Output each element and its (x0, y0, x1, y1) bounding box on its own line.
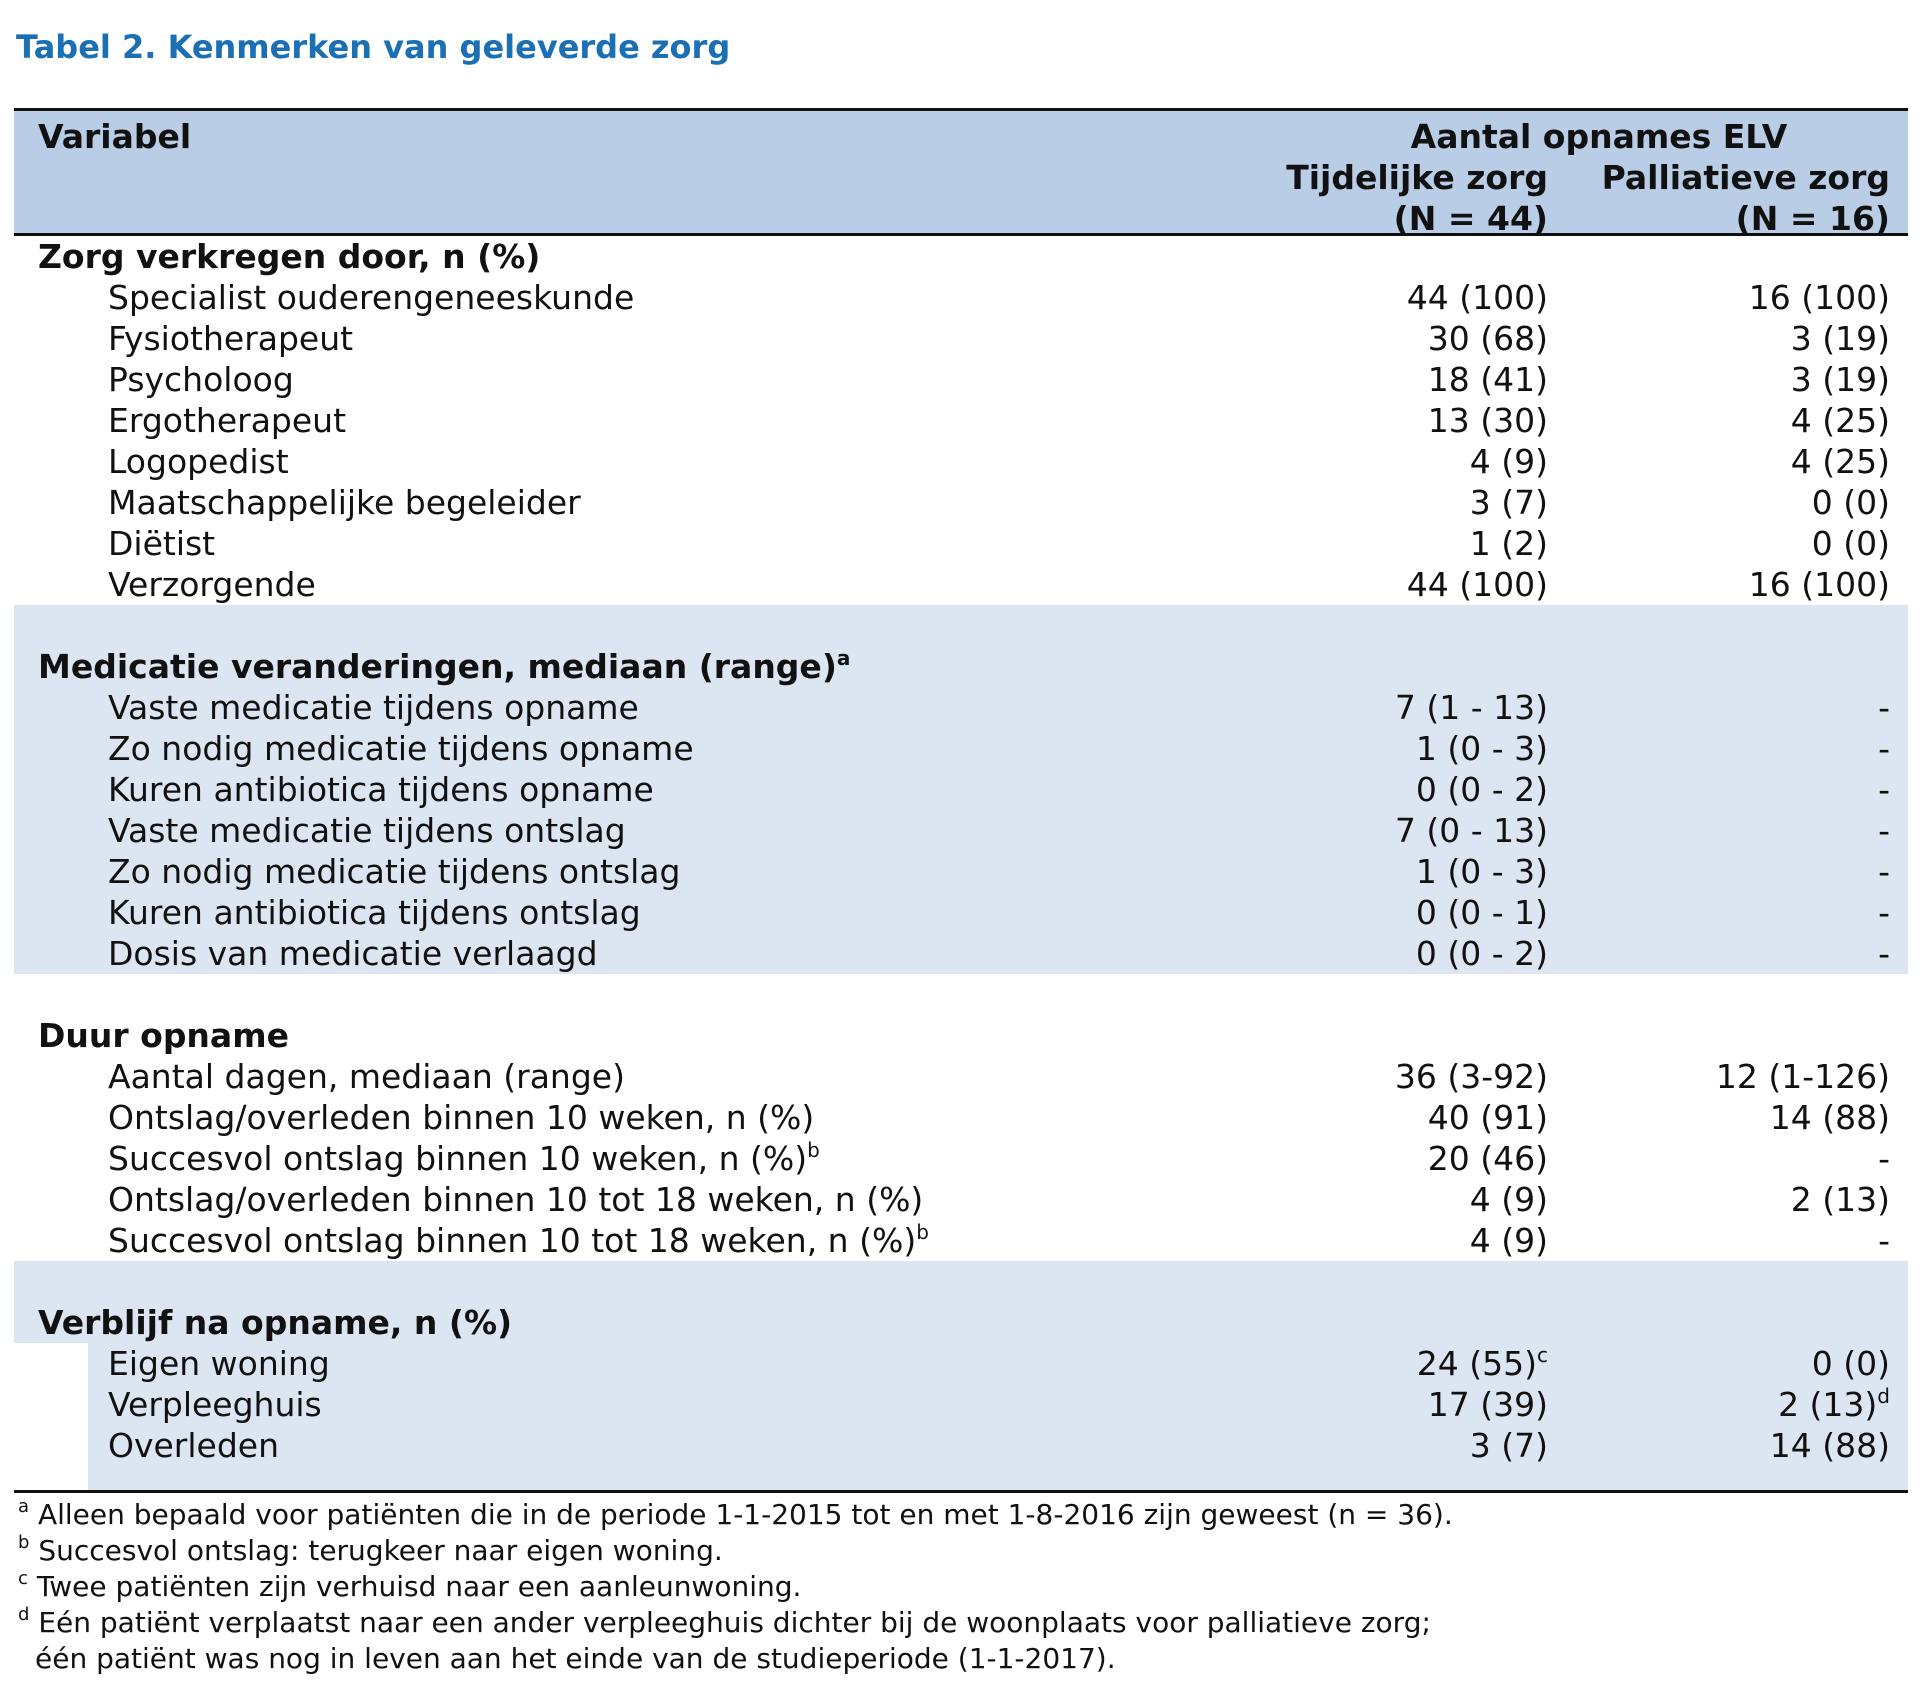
value-palliatieve: - (1878, 934, 1890, 973)
row-label (108, 1138, 820, 1179)
value-tijdelijke: 1 (2) (1469, 524, 1548, 563)
footnote-text: Eén patiënt verplaatst naar een ander verpleeghuis dichter bij de woonplaats voor palliatieve zorg; (38, 1606, 1431, 1639)
table-row (14, 441, 1908, 482)
section-zorg (14, 236, 1908, 605)
section-bottom-pad (14, 1466, 1908, 1490)
value-palliatieve: 2 (13) (1790, 1180, 1890, 1219)
section-verblijf (14, 1261, 1908, 1490)
footnote-mark: b (18, 1532, 30, 1553)
row-label: Ergotherapeut (108, 401, 347, 440)
value-tijdelijke: 36 (3-92) (1394, 1057, 1548, 1096)
table-header (14, 111, 1908, 236)
footnote-marker: b (916, 1220, 929, 1244)
table-row (14, 1097, 1908, 1138)
value-palliatieve: 4 (25) (1790, 401, 1890, 440)
value-tijdelijke: 40 (91) (1427, 1098, 1548, 1137)
header-col2-n: (N = 16) (1735, 199, 1890, 238)
value-palliatieve: 4 (25) (1790, 442, 1890, 481)
section-title-text: Verblijf na opname, n (%) (38, 1303, 513, 1342)
section-title (14, 1015, 1908, 1056)
row-label: Maatschappelijke begeleider (108, 483, 581, 522)
row-label: Kuren antibiotica tijdens ontslag (108, 893, 641, 932)
footnote (18, 1605, 1453, 1641)
table-row (14, 769, 1908, 810)
value-tijdelijke: 0 (0 - 2) (1415, 770, 1548, 809)
section-duur (14, 974, 1908, 1261)
table-row (14, 810, 1908, 851)
row-label: Specialist ouderengeneeskunde (108, 278, 635, 317)
row-label: Verpleeghuis (108, 1385, 322, 1424)
table-row (14, 1343, 1908, 1384)
footnote (18, 1641, 1453, 1677)
footnote-text: Succesvol ontslag: terugkeer naar eigen woning. (38, 1534, 723, 1567)
section-medicatie (14, 605, 1908, 974)
value-palliatieve: - (1878, 770, 1890, 809)
footnote-text: Alleen bepaald voor patiënten die in de periode 1-1-2015 tot en met 1-8-2016 zijn geweest (n = 36). (37, 1498, 1453, 1531)
table-row (14, 892, 1908, 933)
value-tijdelijke (1417, 1343, 1548, 1384)
table-row (14, 523, 1908, 564)
value-palliatieve: 14 (88) (1769, 1426, 1890, 1465)
table-row (14, 1425, 1908, 1466)
table-row (14, 400, 1908, 441)
table-title: Tabel 2. Kenmerken van geleverde zorg (16, 28, 731, 66)
section-spacer (14, 974, 1908, 1015)
table-row (14, 933, 1908, 974)
value-tijdelijke: 13 (30) (1427, 401, 1548, 440)
value-tijdelijke: 4 (9) (1469, 1180, 1548, 1219)
value-tijdelijke: 17 (39) (1427, 1385, 1548, 1424)
table-row (14, 482, 1908, 523)
table-row (14, 1220, 1908, 1261)
value-text: 2 (13) (1778, 1385, 1878, 1424)
footnote-marker: b (807, 1138, 820, 1162)
row-label: Kuren antibiotica tijdens opname (108, 770, 654, 809)
value-palliatieve: 0 (0) (1811, 483, 1890, 522)
table-row (14, 851, 1908, 892)
value-palliatieve: 16 (100) (1748, 278, 1890, 317)
row-label: Overleden (108, 1426, 280, 1465)
table-row (14, 277, 1908, 318)
value-tijdelijke: 4 (9) (1469, 1221, 1548, 1260)
row-label: Fysiotherapeut (108, 319, 354, 358)
footnote-marker: c (1537, 1343, 1548, 1367)
value-palliatieve: - (1878, 852, 1890, 891)
value-tijdelijke: 0 (0 - 1) (1415, 893, 1548, 932)
footnote-text: Twee patiënten zijn verhuisd naar een aanleunwoning. (36, 1570, 802, 1603)
footnote-marker: a (836, 646, 851, 670)
table-row (14, 318, 1908, 359)
value-tijdelijke: 3 (7) (1469, 1426, 1548, 1465)
value-palliatieve: 14 (88) (1769, 1098, 1890, 1137)
footnote-marker: d (1877, 1384, 1890, 1408)
value-tijdelijke: 20 (46) (1427, 1139, 1548, 1178)
table-row (14, 359, 1908, 400)
value-palliatieve: - (1878, 688, 1890, 727)
data-table (14, 108, 1908, 1493)
section-spacer (14, 605, 1908, 646)
header-variable: Variabel (38, 117, 192, 156)
value-palliatieve: - (1878, 893, 1890, 932)
row-label (108, 1220, 929, 1261)
table-row (14, 564, 1908, 605)
value-tijdelijke: 44 (100) (1406, 565, 1548, 604)
value-palliatieve: 16 (100) (1748, 565, 1890, 604)
value-palliatieve: 0 (0) (1811, 524, 1890, 563)
value-tijdelijke: 30 (68) (1427, 319, 1548, 358)
section-title (14, 236, 1908, 277)
footnote-text: één patiënt was nog in leven aan het einde van de studieperiode (1-1-2017). (35, 1642, 1116, 1675)
table-row (14, 728, 1908, 769)
value-palliatieve: - (1878, 1221, 1890, 1260)
header-col1-n: (N = 44) (1393, 199, 1548, 238)
row-label: Vaste medicatie tijdens ontslag (108, 811, 626, 850)
value-tijdelijke: 1 (0 - 3) (1415, 852, 1548, 891)
value-palliatieve: - (1878, 1139, 1890, 1178)
section-title-text: Duur opname (38, 1016, 289, 1055)
table-row (14, 1384, 1908, 1425)
value-tijdelijke: 7 (1 - 13) (1394, 688, 1548, 727)
row-label: Dosis van medicatie verlaagd (108, 934, 598, 973)
section-title (14, 1302, 1908, 1343)
section-spacer (14, 1261, 1908, 1302)
footnote (18, 1569, 1453, 1605)
row-label: Diëtist (108, 524, 216, 563)
row-label: Aantal dagen, mediaan (range) (108, 1057, 625, 1096)
value-palliatieve: - (1878, 811, 1890, 850)
value-palliatieve: - (1878, 729, 1890, 768)
row-label: Logopedist (108, 442, 289, 481)
table-row (14, 1138, 1908, 1179)
table-row (14, 687, 1908, 728)
value-palliatieve: 3 (19) (1790, 360, 1890, 399)
value-tijdelijke: 0 (0 - 2) (1415, 934, 1548, 973)
footnote-mark: d (18, 1604, 30, 1625)
header-group: Aantal opnames ELV (1410, 117, 1788, 156)
value-palliatieve (1778, 1384, 1890, 1425)
value-tijdelijke: 4 (9) (1469, 442, 1548, 481)
value-tijdelijke: 44 (100) (1406, 278, 1548, 317)
row-label: Verzorgende (108, 565, 316, 604)
value-tijdelijke: 3 (7) (1469, 483, 1548, 522)
value-tijdelijke: 1 (0 - 3) (1415, 729, 1548, 768)
section-title-text: Medicatie veranderingen, mediaan (range) (38, 647, 837, 686)
row-label: Ontslag/overleden binnen 10 weken, n (%) (108, 1098, 815, 1137)
footnotes (18, 1497, 1453, 1677)
footnote-mark: a (18, 1496, 30, 1517)
value-palliatieve: 12 (1-126) (1715, 1057, 1890, 1096)
header-col-tijdelijke (1286, 157, 1548, 239)
row-label: Ontslag/overleden binnen 10 tot 18 weken, n (%) (108, 1180, 924, 1219)
value-palliatieve: 0 (0) (1811, 1344, 1890, 1383)
row-label-text: Succesvol ontslag binnen 10 tot 18 weken, n (%) (108, 1221, 917, 1260)
header-col-palliatieve (1602, 157, 1890, 239)
value-text: 24 (55) (1416, 1344, 1537, 1383)
section-title-text: Zorg verkregen door, n (%) (38, 237, 541, 276)
row-label: Vaste medicatie tijdens opname (108, 688, 639, 727)
row-label-text: Succesvol ontslag binnen 10 weken, n (%) (108, 1139, 808, 1178)
footnote (18, 1533, 1453, 1569)
row-label: Zo nodig medicatie tijdens ontslag (108, 852, 681, 891)
footnote (18, 1497, 1453, 1533)
row-label: Psycholoog (108, 360, 294, 399)
table-row (14, 1179, 1908, 1220)
section-title (14, 646, 1908, 687)
table-row (14, 1056, 1908, 1097)
value-tijdelijke: 18 (41) (1427, 360, 1548, 399)
value-palliatieve: 3 (19) (1790, 319, 1890, 358)
header-col2-name: Palliatieve zorg (1601, 158, 1890, 197)
footnote-mark: c (18, 1568, 28, 1589)
header-col1-name: Tijdelijke zorg (1286, 158, 1548, 197)
value-tijdelijke: 7 (0 - 13) (1394, 811, 1548, 850)
row-label: Eigen woning (108, 1344, 330, 1383)
row-label: Zo nodig medicatie tijdens opname (108, 729, 694, 768)
